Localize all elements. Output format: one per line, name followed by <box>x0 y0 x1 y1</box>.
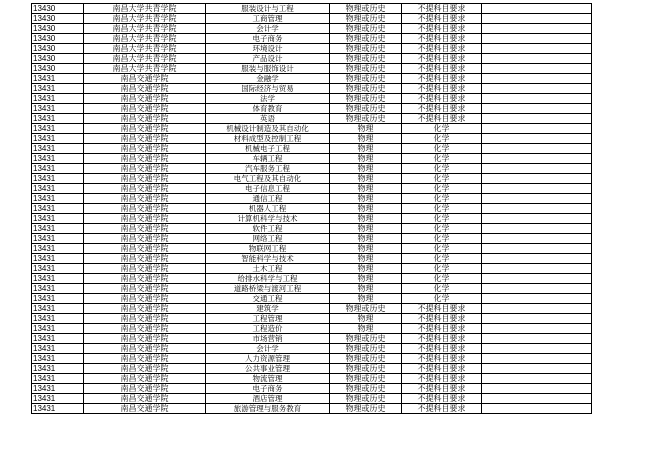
primary-subject-cell: 物理或历史 <box>330 14 402 24</box>
institution-code-cell: 13430 <box>32 14 84 24</box>
primary-subject-cell: 物理 <box>330 154 402 164</box>
secondary-subject-cell: 不提科目要求 <box>402 314 482 324</box>
primary-subject-cell: 物理或历史 <box>330 374 402 384</box>
major-name-cell: 物联网工程 <box>206 244 330 254</box>
institution-code-cell: 13430 <box>32 34 84 44</box>
institution-name-cell: 南昌大学共青学院 <box>84 34 206 44</box>
institution-name-cell: 南昌大学共青学院 <box>84 54 206 64</box>
empty-cell <box>482 184 592 194</box>
secondary-subject-cell: 不提科目要求 <box>402 94 482 104</box>
institution-name-cell: 南昌交通学院 <box>84 284 206 294</box>
primary-subject-cell: 物理或历史 <box>330 44 402 54</box>
empty-cell <box>482 314 592 324</box>
institution-name-cell: 南昌交通学院 <box>84 94 206 104</box>
primary-subject-cell: 物理或历史 <box>330 24 402 34</box>
institution-name-cell: 南昌交通学院 <box>84 184 206 194</box>
institution-code-cell: 13431 <box>32 354 84 364</box>
major-name-cell: 公共事业管理 <box>206 364 330 374</box>
primary-subject-cell: 物理或历史 <box>330 354 402 364</box>
table-row <box>32 254 592 264</box>
primary-subject-cell: 物理 <box>330 214 402 224</box>
institution-name-cell: 南昌交通学院 <box>84 204 206 214</box>
secondary-subject-cell: 不提科目要求 <box>402 14 482 24</box>
major-name-cell: 会计学 <box>206 344 330 354</box>
table-row <box>32 194 592 204</box>
table-row <box>32 134 592 144</box>
empty-cell <box>482 4 592 14</box>
empty-cell <box>482 74 592 84</box>
secondary-subject-cell: 化学 <box>402 194 482 204</box>
major-name-cell: 物流管理 <box>206 374 330 384</box>
secondary-subject-cell: 不提科目要求 <box>402 384 482 394</box>
major-name-cell: 电气工程及其自动化 <box>206 174 330 184</box>
empty-cell <box>482 204 592 214</box>
table-row <box>32 314 592 324</box>
institution-name-cell: 南昌交通学院 <box>84 234 206 244</box>
admission-requirements-table <box>31 3 592 414</box>
secondary-subject-cell: 不提科目要求 <box>402 304 482 314</box>
table-row <box>32 174 592 184</box>
table-row <box>32 224 592 234</box>
institution-code-cell: 13431 <box>32 364 84 374</box>
secondary-subject-cell: 化学 <box>402 214 482 224</box>
major-name-cell: 体育教育 <box>206 104 330 114</box>
table-row <box>32 364 592 374</box>
institution-name-cell: 南昌交通学院 <box>84 374 206 384</box>
table-row <box>32 404 592 414</box>
institution-name-cell: 南昌交通学院 <box>84 164 206 174</box>
primary-subject-cell: 物理或历史 <box>330 94 402 104</box>
secondary-subject-cell: 化学 <box>402 294 482 304</box>
institution-code-cell: 13431 <box>32 294 84 304</box>
table-row <box>32 34 592 44</box>
institution-name-cell: 南昌交通学院 <box>84 404 206 414</box>
primary-subject-cell: 物理或历史 <box>330 4 402 14</box>
empty-cell <box>482 104 592 114</box>
institution-name-cell: 南昌交通学院 <box>84 224 206 234</box>
institution-code-cell: 13431 <box>32 204 84 214</box>
table-row <box>32 374 592 384</box>
institution-name-cell: 南昌交通学院 <box>84 194 206 204</box>
empty-cell <box>482 304 592 314</box>
major-name-cell: 机器人工程 <box>206 204 330 214</box>
secondary-subject-cell: 不提科目要求 <box>402 4 482 14</box>
empty-cell <box>482 154 592 164</box>
empty-cell <box>482 24 592 34</box>
major-name-cell: 服装与服饰设计 <box>206 64 330 74</box>
primary-subject-cell: 物理或历史 <box>330 334 402 344</box>
table-row <box>32 264 592 274</box>
primary-subject-cell: 物理或历史 <box>330 304 402 314</box>
major-name-cell: 工程管理 <box>206 314 330 324</box>
empty-cell <box>482 404 592 414</box>
institution-name-cell: 南昌交通学院 <box>84 104 206 114</box>
empty-cell <box>482 374 592 384</box>
major-name-cell: 机械设计制造及其自动化 <box>206 124 330 134</box>
secondary-subject-cell: 化学 <box>402 244 482 254</box>
table-row <box>32 24 592 34</box>
primary-subject-cell: 物理 <box>330 204 402 214</box>
empty-cell <box>482 284 592 294</box>
secondary-subject-cell: 不提科目要求 <box>402 344 482 354</box>
institution-name-cell: 南昌交通学院 <box>84 154 206 164</box>
major-name-cell: 会计学 <box>206 24 330 34</box>
empty-cell <box>482 334 592 344</box>
major-name-cell: 机械电子工程 <box>206 144 330 154</box>
major-name-cell: 网络工程 <box>206 234 330 244</box>
empty-cell <box>482 44 592 54</box>
secondary-subject-cell: 不提科目要求 <box>402 114 482 124</box>
institution-name-cell: 南昌大学共青学院 <box>84 44 206 54</box>
primary-subject-cell: 物理或历史 <box>330 344 402 354</box>
major-name-cell: 金融学 <box>206 74 330 84</box>
empty-cell <box>482 114 592 124</box>
primary-subject-cell: 物理 <box>330 164 402 174</box>
institution-name-cell: 南昌交通学院 <box>84 294 206 304</box>
empty-cell <box>482 364 592 374</box>
secondary-subject-cell: 不提科目要求 <box>402 74 482 84</box>
primary-subject-cell: 物理 <box>330 314 402 324</box>
major-name-cell: 环境设计 <box>206 44 330 54</box>
institution-name-cell: 南昌交通学院 <box>84 384 206 394</box>
table-row <box>32 114 592 124</box>
secondary-subject-cell: 不提科目要求 <box>402 364 482 374</box>
table-row <box>32 64 592 74</box>
secondary-subject-cell: 化学 <box>402 134 482 144</box>
institution-name-cell: 南昌大学共青学院 <box>84 14 206 24</box>
major-name-cell: 酒店管理 <box>206 394 330 404</box>
institution-name-cell: 南昌交通学院 <box>84 214 206 224</box>
major-name-cell: 材料成型及控制工程 <box>206 134 330 144</box>
secondary-subject-cell: 不提科目要求 <box>402 104 482 114</box>
primary-subject-cell: 物理或历史 <box>330 114 402 124</box>
institution-name-cell: 南昌交通学院 <box>84 174 206 184</box>
secondary-subject-cell: 不提科目要求 <box>402 84 482 94</box>
institution-code-cell: 13431 <box>32 404 84 414</box>
institution-name-cell: 南昌交通学院 <box>84 134 206 144</box>
primary-subject-cell: 物理 <box>330 254 402 264</box>
secondary-subject-cell: 不提科目要求 <box>402 394 482 404</box>
secondary-subject-cell: 化学 <box>402 274 482 284</box>
secondary-subject-cell: 化学 <box>402 264 482 274</box>
secondary-subject-cell: 不提科目要求 <box>402 34 482 44</box>
institution-name-cell: 南昌交通学院 <box>84 274 206 284</box>
table-row <box>32 244 592 254</box>
empty-cell <box>482 264 592 274</box>
empty-cell <box>482 394 592 404</box>
institution-code-cell: 13431 <box>32 134 84 144</box>
empty-cell <box>482 294 592 304</box>
primary-subject-cell: 物理 <box>330 144 402 154</box>
table-row <box>32 214 592 224</box>
table-row <box>32 184 592 194</box>
table-row <box>32 204 592 214</box>
institution-code-cell: 13431 <box>32 214 84 224</box>
empty-cell <box>482 354 592 364</box>
table-row <box>32 124 592 134</box>
table-row <box>32 154 592 164</box>
secondary-subject-cell: 化学 <box>402 184 482 194</box>
primary-subject-cell: 物理 <box>330 174 402 184</box>
institution-name-cell: 南昌交通学院 <box>84 144 206 154</box>
table-row <box>32 284 592 294</box>
major-name-cell: 通信工程 <box>206 194 330 204</box>
primary-subject-cell: 物理 <box>330 294 402 304</box>
institution-code-cell: 13431 <box>32 184 84 194</box>
secondary-subject-cell: 化学 <box>402 164 482 174</box>
institution-name-cell: 南昌交通学院 <box>84 314 206 324</box>
primary-subject-cell: 物理或历史 <box>330 34 402 44</box>
primary-subject-cell: 物理 <box>330 324 402 334</box>
primary-subject-cell: 物理或历史 <box>330 404 402 414</box>
institution-code-cell: 13431 <box>32 94 84 104</box>
institution-code-cell: 13431 <box>32 164 84 174</box>
primary-subject-cell: 物理或历史 <box>330 394 402 404</box>
institution-code-cell: 13431 <box>32 334 84 344</box>
empty-cell <box>482 124 592 134</box>
table-row <box>32 4 592 14</box>
institution-name-cell: 南昌大学共青学院 <box>84 64 206 74</box>
primary-subject-cell: 物理 <box>330 224 402 234</box>
institution-name-cell: 南昌大学共青学院 <box>84 4 206 14</box>
institution-code-cell: 13431 <box>32 124 84 134</box>
secondary-subject-cell: 化学 <box>402 144 482 154</box>
institution-name-cell: 南昌交通学院 <box>84 244 206 254</box>
secondary-subject-cell: 化学 <box>402 174 482 184</box>
major-name-cell: 法学 <box>206 94 330 104</box>
primary-subject-cell: 物理或历史 <box>330 84 402 94</box>
secondary-subject-cell: 化学 <box>402 124 482 134</box>
table-row <box>32 44 592 54</box>
major-name-cell: 计算机科学与技术 <box>206 214 330 224</box>
institution-name-cell: 南昌交通学院 <box>84 334 206 344</box>
major-name-cell: 电子商务 <box>206 384 330 394</box>
secondary-subject-cell: 不提科目要求 <box>402 334 482 344</box>
secondary-subject-cell: 不提科目要求 <box>402 404 482 414</box>
institution-name-cell: 南昌交通学院 <box>84 354 206 364</box>
institution-code-cell: 13431 <box>32 144 84 154</box>
table-row <box>32 334 592 344</box>
primary-subject-cell: 物理或历史 <box>330 54 402 64</box>
secondary-subject-cell: 不提科目要求 <box>402 374 482 384</box>
empty-cell <box>482 64 592 74</box>
table-row <box>32 84 592 94</box>
empty-cell <box>482 324 592 334</box>
table-row <box>32 234 592 244</box>
primary-subject-cell: 物理 <box>330 194 402 204</box>
primary-subject-cell: 物理 <box>330 234 402 244</box>
institution-code-cell: 13431 <box>32 234 84 244</box>
table-row <box>32 324 592 334</box>
institution-code-cell: 13431 <box>32 324 84 334</box>
major-name-cell: 产品设计 <box>206 54 330 64</box>
table-row <box>32 394 592 404</box>
institution-code-cell: 13431 <box>32 154 84 164</box>
major-name-cell: 道路桥梁与渡河工程 <box>206 284 330 294</box>
primary-subject-cell: 物理或历史 <box>330 64 402 74</box>
major-name-cell: 英语 <box>206 114 330 124</box>
major-name-cell: 工商管理 <box>206 14 330 24</box>
secondary-subject-cell: 化学 <box>402 254 482 264</box>
empty-cell <box>482 254 592 264</box>
table-row <box>32 354 592 364</box>
institution-code-cell: 13431 <box>32 104 84 114</box>
institution-name-cell: 南昌交通学院 <box>84 124 206 134</box>
secondary-subject-cell: 化学 <box>402 284 482 294</box>
institution-code-cell: 13431 <box>32 344 84 354</box>
empty-cell <box>482 344 592 354</box>
major-name-cell: 工程造价 <box>206 324 330 334</box>
table-row <box>32 274 592 284</box>
institution-name-cell: 南昌交通学院 <box>84 84 206 94</box>
institution-code-cell: 13431 <box>32 74 84 84</box>
table-row <box>32 14 592 24</box>
institution-name-cell: 南昌交通学院 <box>84 324 206 334</box>
table-row <box>32 384 592 394</box>
institution-name-cell: 南昌交通学院 <box>84 114 206 124</box>
secondary-subject-cell: 不提科目要求 <box>402 44 482 54</box>
major-name-cell: 服装设计与工程 <box>206 4 330 14</box>
institution-code-cell: 13431 <box>32 394 84 404</box>
institution-code-cell: 13431 <box>32 174 84 184</box>
empty-cell <box>482 144 592 154</box>
institution-code-cell: 13431 <box>32 194 84 204</box>
institution-code-cell: 13431 <box>32 114 84 124</box>
institution-name-cell: 南昌交通学院 <box>84 304 206 314</box>
institution-code-cell: 13431 <box>32 224 84 234</box>
empty-cell <box>482 94 592 104</box>
primary-subject-cell: 物理或历史 <box>330 384 402 394</box>
primary-subject-cell: 物理 <box>330 244 402 254</box>
empty-cell <box>482 234 592 244</box>
empty-cell <box>482 14 592 24</box>
institution-code-cell: 13430 <box>32 4 84 14</box>
empty-cell <box>482 84 592 94</box>
secondary-subject-cell: 化学 <box>402 154 482 164</box>
empty-cell <box>482 244 592 254</box>
institution-code-cell: 13431 <box>32 284 84 294</box>
empty-cell <box>482 274 592 284</box>
empty-cell <box>482 384 592 394</box>
major-name-cell: 给排水科学与工程 <box>206 274 330 284</box>
primary-subject-cell: 物理 <box>330 264 402 274</box>
table-row <box>32 294 592 304</box>
primary-subject-cell: 物理 <box>330 134 402 144</box>
primary-subject-cell: 物理或历史 <box>330 104 402 114</box>
institution-code-cell: 13431 <box>32 384 84 394</box>
major-name-cell: 建筑学 <box>206 304 330 314</box>
institution-name-cell: 南昌交通学院 <box>84 344 206 354</box>
empty-cell <box>482 134 592 144</box>
secondary-subject-cell: 化学 <box>402 234 482 244</box>
institution-code-cell: 13431 <box>32 254 84 264</box>
institution-code-cell: 13431 <box>32 264 84 274</box>
secondary-subject-cell: 不提科目要求 <box>402 354 482 364</box>
table-body <box>32 4 592 414</box>
major-name-cell: 旅游管理与服务教育 <box>206 404 330 414</box>
primary-subject-cell: 物理 <box>330 184 402 194</box>
secondary-subject-cell: 不提科目要求 <box>402 64 482 74</box>
major-name-cell: 电子信息工程 <box>206 184 330 194</box>
table-row <box>32 344 592 354</box>
institution-name-cell: 南昌交通学院 <box>84 254 206 264</box>
empty-cell <box>482 214 592 224</box>
empty-cell <box>482 174 592 184</box>
empty-cell <box>482 164 592 174</box>
major-name-cell: 智能科学与技术 <box>206 254 330 264</box>
institution-name-cell: 南昌交通学院 <box>84 394 206 404</box>
institution-code-cell: 13430 <box>32 44 84 54</box>
primary-subject-cell: 物理 <box>330 124 402 134</box>
secondary-subject-cell: 化学 <box>402 204 482 214</box>
institution-name-cell: 南昌大学共青学院 <box>84 24 206 34</box>
major-name-cell: 人力资源管理 <box>206 354 330 364</box>
institution-code-cell: 13431 <box>32 304 84 314</box>
major-name-cell: 交通工程 <box>206 294 330 304</box>
table-row <box>32 104 592 114</box>
institution-code-cell: 13431 <box>32 84 84 94</box>
table-row <box>32 304 592 314</box>
table-row <box>32 164 592 174</box>
table-row <box>32 144 592 154</box>
primary-subject-cell: 物理或历史 <box>330 364 402 374</box>
major-name-cell: 车辆工程 <box>206 154 330 164</box>
institution-code-cell: 13430 <box>32 24 84 34</box>
secondary-subject-cell: 不提科目要求 <box>402 324 482 334</box>
institution-name-cell: 南昌交通学院 <box>84 74 206 84</box>
major-name-cell: 汽车服务工程 <box>206 164 330 174</box>
major-name-cell: 电子商务 <box>206 34 330 44</box>
institution-name-cell: 南昌交通学院 <box>84 364 206 374</box>
empty-cell <box>482 34 592 44</box>
primary-subject-cell: 物理 <box>330 284 402 294</box>
major-name-cell: 软件工程 <box>206 224 330 234</box>
secondary-subject-cell: 不提科目要求 <box>402 54 482 64</box>
major-name-cell: 国际经济与贸易 <box>206 84 330 94</box>
institution-code-cell: 13430 <box>32 64 84 74</box>
secondary-subject-cell: 不提科目要求 <box>402 24 482 34</box>
primary-subject-cell: 物理 <box>330 274 402 284</box>
empty-cell <box>482 194 592 204</box>
major-name-cell: 市场营销 <box>206 334 330 344</box>
institution-code-cell: 13431 <box>32 244 84 254</box>
major-name-cell: 土木工程 <box>206 264 330 274</box>
table-row <box>32 54 592 64</box>
empty-cell <box>482 54 592 64</box>
institution-code-cell: 13430 <box>32 54 84 64</box>
empty-cell <box>482 224 592 234</box>
table-row <box>32 74 592 84</box>
institution-name-cell: 南昌交通学院 <box>84 264 206 274</box>
institution-code-cell: 13431 <box>32 274 84 284</box>
institution-code-cell: 13431 <box>32 314 84 324</box>
table-row <box>32 94 592 104</box>
institution-code-cell: 13431 <box>32 374 84 384</box>
primary-subject-cell: 物理或历史 <box>330 74 402 84</box>
secondary-subject-cell: 化学 <box>402 224 482 234</box>
